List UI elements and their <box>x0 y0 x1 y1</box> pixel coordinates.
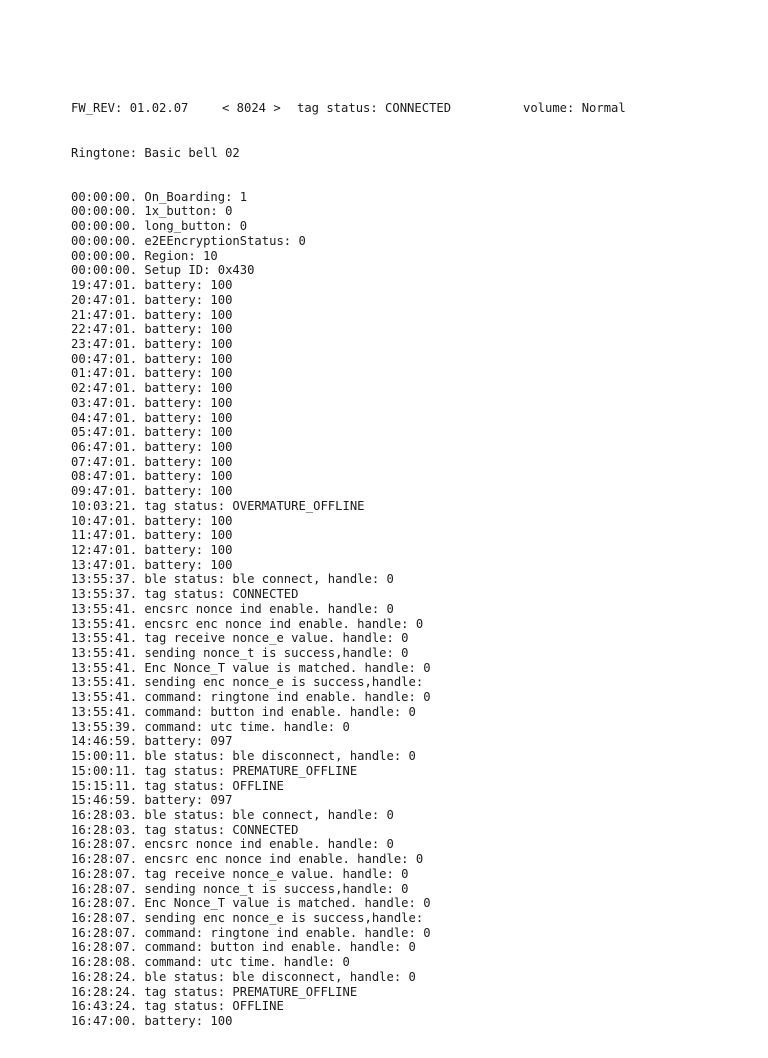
log-line: 02:47:01. battery: 100 <box>71 381 233 396</box>
volume-setting: volume: Normal <box>523 101 626 116</box>
log-line: 13:55:41. encsrc nonce ind enable. handle: 0 <box>71 601 394 616</box>
log-line: 13:47:01. battery: 100 <box>71 557 233 572</box>
log-line: 19:47:01. battery: 100 <box>71 278 233 293</box>
log-line: 13:55:41. encsrc enc nonce ind enable. handle: 0 <box>71 616 424 631</box>
log-line: 22:47:01. battery: 100 <box>71 322 233 337</box>
log-line: 16:47:00. battery: 100 <box>71 1014 233 1028</box>
log-entries <box>71 190 751 1029</box>
log-line: 13:55:41. command: button ind enable. handle: 0 <box>71 704 416 719</box>
log-line: 00:00:00. long_button: 0 <box>71 219 248 234</box>
log-line: 04:47:01. battery: 100 <box>71 410 233 425</box>
log-line: 15:00:11. ble status: ble disconnect, handle: 0 <box>71 749 416 764</box>
log-line: 21:47:01. battery: 100 <box>71 307 233 322</box>
device-log <box>71 72 751 1058</box>
log-line: 20:47:01. battery: 100 <box>71 292 233 307</box>
log-line: 06:47:01. battery: 100 <box>71 439 233 454</box>
log-line: 15:00:11. tag status: PREMATURE_OFFLINE <box>71 763 358 778</box>
log-line: 15:46:59. battery: 097 <box>71 793 233 808</box>
log-line: 16:28:07. command: button ind enable. handle: 0 <box>71 940 416 955</box>
log-line: 13:55:41. Enc Nonce_T value is matched. handle: 0 <box>71 660 431 675</box>
log-line: 16:28:07. command: ringtone ind enable. handle: 0 <box>71 925 431 940</box>
log-line: 00:00:00. e2EEncryptionStatus: 0 <box>71 233 306 248</box>
log-line: 16:43:24. tag status: OFFLINE <box>71 999 284 1014</box>
log-line: 16:28:03. tag status: CONNECTED <box>71 822 299 837</box>
firmware-revision: FW_REV: 01.02.07 <box>71 101 189 116</box>
log-line: 11:47:01. battery: 100 <box>71 528 233 543</box>
log-line: 16:28:07. Enc Nonce_T value is matched. handle: 0 <box>71 896 431 911</box>
log-line: 00:00:00. 1x_button: 0 <box>71 204 233 219</box>
log-line: 10:47:01. battery: 100 <box>71 513 233 528</box>
device-id: < 8024 > <box>222 101 281 116</box>
log-line: 15:15:11. tag status: OFFLINE <box>71 778 284 793</box>
log-line: 08:47:01. battery: 100 <box>71 469 233 484</box>
log-line: 12:47:01. battery: 100 <box>71 543 233 557</box>
log-header <box>71 101 751 116</box>
log-line: 16:28:07. encsrc enc nonce ind enable. handle: 0 <box>71 852 424 867</box>
log-line: 23:47:01. battery: 100 <box>71 336 233 351</box>
ringtone-line: Ringtone: Basic bell 02 <box>71 145 240 160</box>
log-line: 00:00:00. Region: 10 <box>71 248 218 263</box>
log-line: 16:28:07. tag receive nonce_e value. handle: 0 <box>71 866 409 881</box>
log-line: 03:47:01. battery: 100 <box>71 395 233 410</box>
log-line: 16:28:24. ble status: ble disconnect, handle: 0 <box>71 969 416 984</box>
log-line: 13:55:39. command: utc time. handle: 0 <box>71 719 350 734</box>
log-line: 13:55:41. sending enc nonce_e is success,handle: <box>71 675 424 690</box>
log-line: 16:28:24. tag status: PREMATURE_OFFLINE <box>71 984 358 999</box>
log-line: 01:47:01. battery: 100 <box>71 366 233 381</box>
log-line: 13:55:41. command: ringtone ind enable. handle: 0 <box>71 690 431 705</box>
log-line: 16:28:07. encsrc nonce ind enable. handle: 0 <box>71 837 394 852</box>
log-line: 14:46:59. battery: 097 <box>71 734 233 749</box>
log-line: 16:28:08. command: utc time. handle: 0 <box>71 955 350 970</box>
log-line: 07:47:01. battery: 100 <box>71 454 233 469</box>
log-line: 10:03:21. tag status: OVERMATURE_OFFLINE <box>71 498 365 513</box>
log-line: 00:00:00. Setup ID: 0x430 <box>71 263 255 278</box>
log-line: 05:47:01. battery: 100 <box>71 425 233 440</box>
log-line: 09:47:01. battery: 100 <box>71 484 233 499</box>
log-line: 13:55:41. tag receive nonce_e value. handle: 0 <box>71 631 409 646</box>
log-line: 13:55:41. sending nonce_t is success,handle: 0 <box>71 646 409 661</box>
tag-status: tag status: CONNECTED <box>297 101 452 116</box>
log-line: 13:55:37. ble status: ble connect, handle: 0 <box>71 572 394 587</box>
log-line: 00:47:01. battery: 100 <box>71 351 233 366</box>
log-line: 16:28:03. ble status: ble connect, handle: 0 <box>71 807 394 822</box>
log-line: 13:55:37. tag status: CONNECTED <box>71 587 299 602</box>
log-line: 16:28:07. sending enc nonce_e is success,handle: <box>71 910 424 925</box>
log-line: 16:28:07. sending nonce_t is success,handle: 0 <box>71 881 409 896</box>
log-line: 00:00:00. On_Boarding: 1 <box>71 189 248 204</box>
